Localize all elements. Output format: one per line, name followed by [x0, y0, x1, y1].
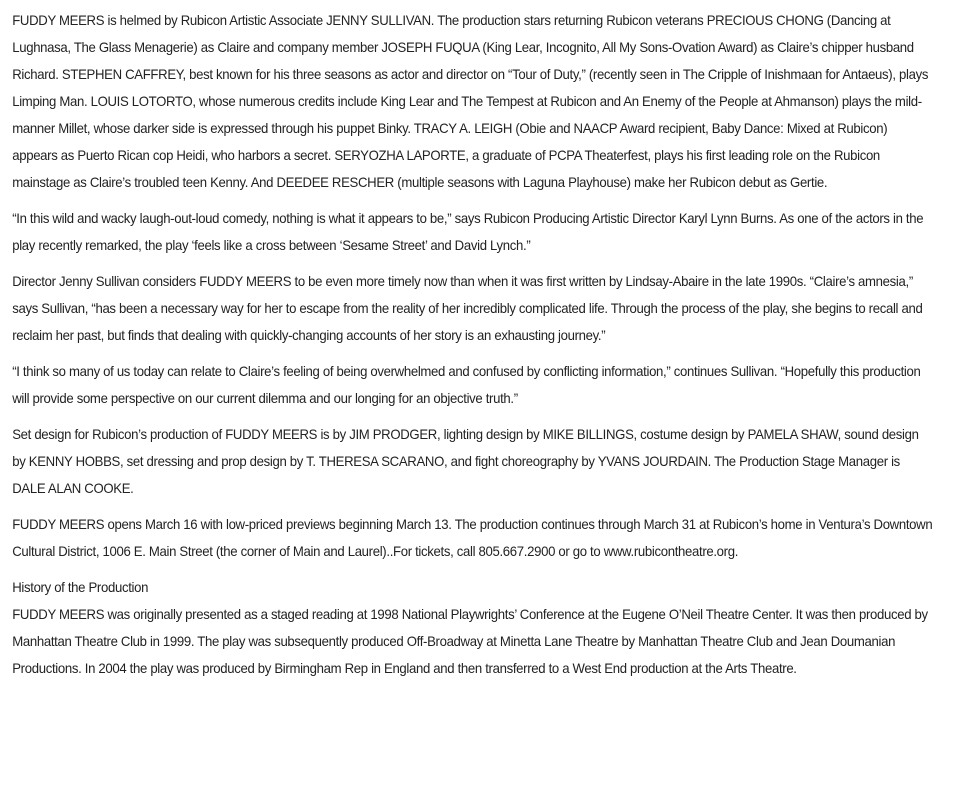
paragraph-director: Director Jenny Sullivan considers FUDDY MEERS to be even more timely now than when it was first written by Lindsay-Abaire in the late 1990s. “Claire’s amnesia,” says Sullivan, “has been a necessary way for her to escape from the reality of her incredibly complicated life. Through the process of the play, she begins to recall and reclaim her past, but finds that dealing with quickly-changing accounts of her story is an exhausting journey.” — [12, 273, 923, 343]
paragraph-dates-tickets: FUDDY MEERS opens March 16 with low-priced previews beginning March 13. The production continues through March 31 at Rubicon’s home in Ventura’s Downtown Cultural District, 1006 E. Main Street (the corner of Main and Laurel)..For tickets, call 805.667.2900 or go to www.rubicontheatre.org. — [12, 516, 933, 559]
paragraph-history — [12, 574, 932, 682]
history-heading: History of the Production — [12, 579, 149, 595]
paragraph-design-team: Set design for Rubicon’s production of FUDDY MEERS is by JIM PRODGER, lighting design by MIKE BILLINGS, costume design by PAMELA SHAW, sound design by KENNY HOBBS, set dressing and prop design by T. THERESA SCARANO, and fight choreography by YVANS JOURDAIN. The Production Stage Manager is DALE ALAN COOKE. — [12, 426, 919, 496]
history-body: FUDDY MEERS was originally presented as a staged reading at 1998 National Playwrights’ Conference at the Eugene O’Neil Theatre Center. It was then produced by Manhattan Theatre Club in 1999. The play was subsequently produced Off-Broadway at Minetta Lane Theatre by Manhattan Theatre Club and Jean Doumanian Productions. In 2004 the play was produced by Birmingham Rep in England and then transferred to a West End production at the Arts Theatre. — [12, 606, 928, 676]
paragraph-quote-burns: “In this wild and wacky laugh-out-loud comedy, nothing is what it appears to be,” says Rubicon Producing Artistic Director Karyl Lynn Burns. As one of the actors in the play recently remarked, the play ‘feels like a cross between ‘Sesame Street’ and David Lynch.” — [12, 210, 924, 253]
paragraph-cast: FUDDY MEERS is helmed by Rubicon Artistic Associate JENNY SULLIVAN. The production stars returning Rubicon veterans PRECIOUS CHONG (Dancing at Lughnasa, The Glass Menagerie) as Claire and company member JOSEPH FUQUA (King Lear, Incognito, All My Sons-Ovation Award) as Claire’s chipper husband Richard. STEPHEN CAFFREY, best known for his three seasons as actor and director on “Tour of Duty,” (recently seen in The Cripple of Inishmaan for Antaeus), plays Limping Man. LOUIS LOTORTO, whose numerous credits include King Lear and The Tempest at Rubicon and An Enemy of the People at Ahmanson) plays the mild-manner Millet, whose darker side is expressed through his puppet Binky. TRACY A. LEIGH (Obie and NAACP Award recipient, Baby Dance: Mixed at Rubicon) appears as Puerto Rican cop Heidi, who harbors a secret. SERYOZHA LAPORTE, a graduate of PCPA Theaterfest, plays his first leading role on the Rubicon mainstage as Claire’s troubled teen Kenny. And DEEDEE RESCHER (multiple seasons with Laguna Playhouse) make her Rubicon debut as Gertie. — [12, 12, 929, 190]
paragraph-quote-sullivan: “I think so many of us today can relate to Claire’s feeling of being overwhelmed and confused by conflicting information,” continues Sullivan. “Hopefully this production will provide some perspective on our current dilemma and our longing for an objective truth.” — [12, 363, 921, 406]
